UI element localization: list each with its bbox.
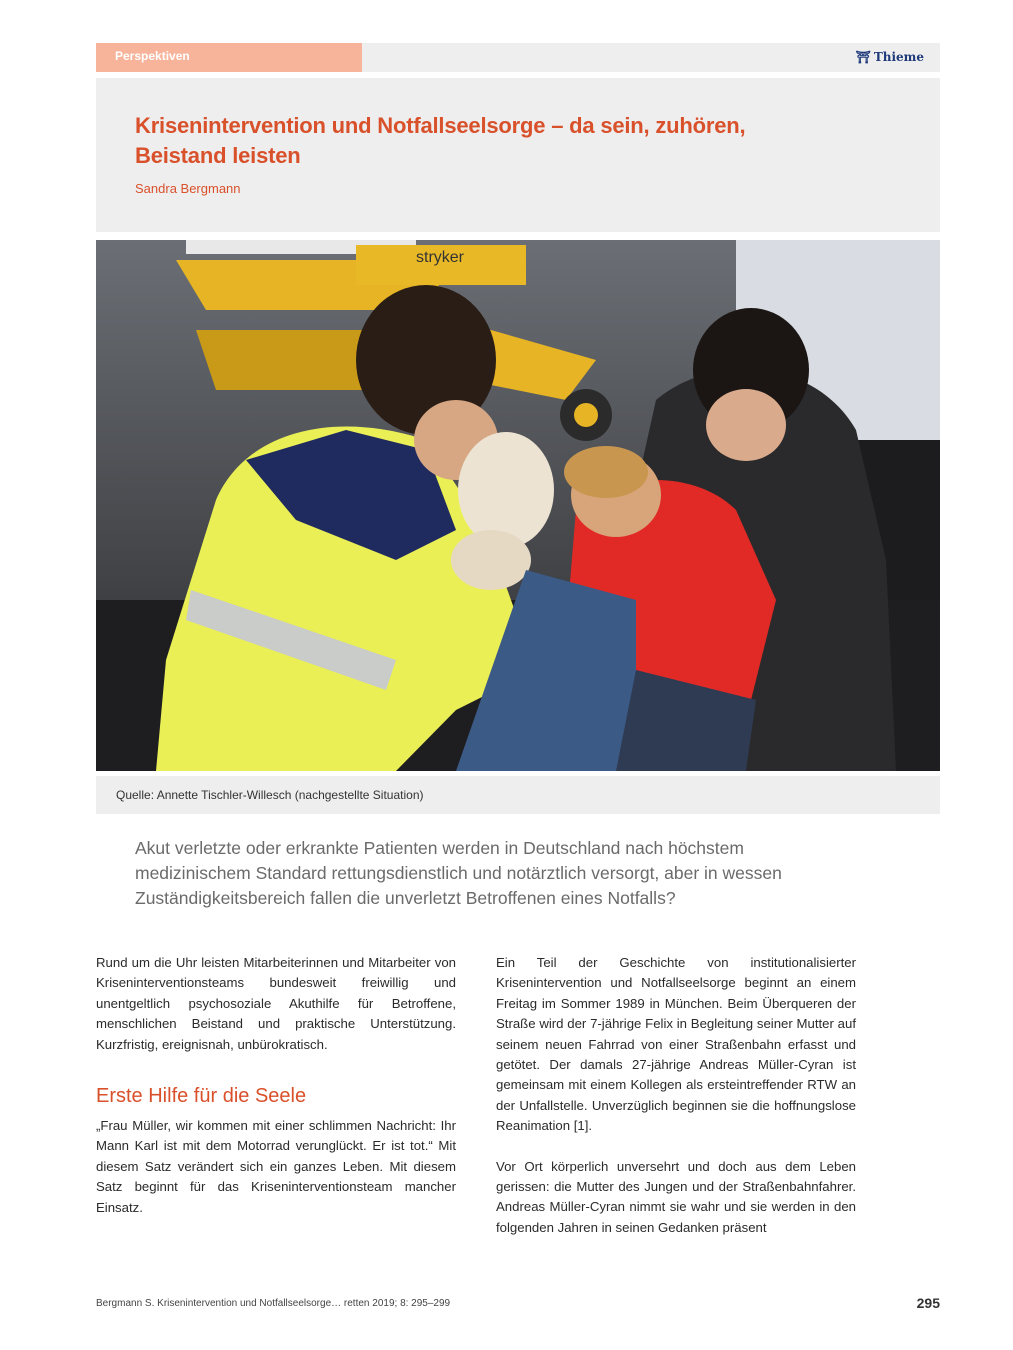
section-tag	[96, 43, 362, 72]
shield-logo-icon: ⛩	[855, 50, 871, 64]
photo-illustration	[96, 240, 940, 771]
caption-box	[96, 776, 940, 814]
header-bar	[96, 43, 940, 72]
body-paragraph: „Frau Müller, wir kommen mit einer schlimmen Nachricht: Ihr Mann Karl ist mit dem Motorrad verunglückt. Er ist tot.“ Mit diesem Satz verändert sich ein ganzes Leben. Mit diesem Satz beginnt für das Kriseninterventionsteam mancher Einsatz.	[96, 1118, 456, 1215]
body-column-right	[496, 953, 856, 1238]
image-caption: Quelle: Annette Tischler-Willesch (nachgestellte Situation)	[116, 788, 424, 802]
body-paragraph: Vor Ort körperlich unversehrt und doch aus dem Leben gerissen: die Mutter des Jungen und der Straßenbahnfahrer. Andreas Müller-Cyran nimmt sie wahr und sie werden in den folgenden Jahren in seinen Gedanken präsent	[496, 1158, 856, 1235]
citation-footer: Bergmann S. Krisenintervention und Notfallseelsorge… retten 2019; 8: 295–299	[96, 1298, 451, 1309]
section-label: Perspektiven	[115, 49, 190, 63]
body-paragraph: Rund um die Uhr leisten Mitarbeiterinnen und Mitarbeiter von Kriseninterventionsteams bundesweit freiwillig und unentgeltlich psychosoziale Akuthilfe für Betroffene, menschlichen Beistand und praktische Unterstützung. Kurzfristig, ereignisnah, unbürokratisch.	[96, 955, 456, 1052]
publisher-name: Thieme	[873, 50, 924, 64]
article-author: Sandra Bergmann	[135, 181, 241, 196]
body-column-left	[96, 953, 456, 1218]
lead-paragraph: Akut verletzte oder erkrankte Patienten werden in Deutschland nach höchstem medizinischem Standard rettungsdienstlich und notärztlich versorgt, aber in wessen Zuständigkeitsbereich fallen die unverletzt Betroffenen eines Notfalls?	[135, 838, 782, 908]
page-number: 295	[916, 1295, 940, 1311]
stryker-label: stryker	[416, 249, 464, 266]
body-paragraph: Ein Teil der Geschichte von institutionalisierter Krisenintervention und Notfallseelsorge beginnt an einem Freitag im Sommer 1989 in München. Beim Überqueren der Straße wird der 7-jährige Felix in Begleitung seiner Mutter auf seinem neuen Fahrrad von einer Straßenbahn erfasst und getötet. Der damals 27-jährige Andreas Müller-Cyran ist gemeinsam mit einem Kollegen als ersteintreffender RTW an der Unfallstelle. Unverzüglich beginnen sie die hoffnungslose Reanimation [1].	[496, 955, 856, 1134]
section-heading: Erste Hilfe für die Seele	[96, 1085, 307, 1108]
article-photo	[96, 240, 940, 771]
title-box	[96, 78, 940, 232]
article-title: Krisenintervention und Notfallseelsorge – da sein, zuhören, Beistand leisten	[135, 113, 746, 168]
publisher-logo	[856, 50, 924, 64]
